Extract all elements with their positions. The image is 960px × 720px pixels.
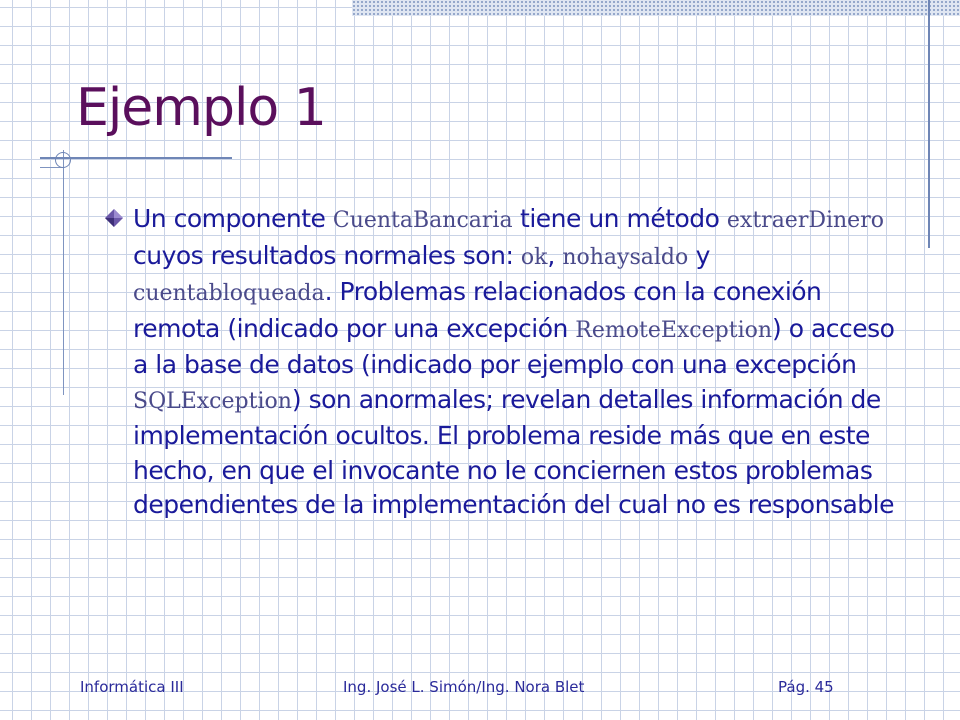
code-term: extraerDinero (726, 208, 884, 233)
right-vertical-rule (928, 0, 930, 248)
text-run: Un componente (133, 204, 333, 233)
text-run: . Problemas relacionados con la conexión remota (indicado por una excepción (133, 277, 822, 343)
code-term: SQLException (133, 388, 292, 414)
code-term: nohaysaldo (562, 244, 689, 270)
slide-title: Ejemplo 1 (76, 78, 326, 138)
code-term: cuentabloqueada (133, 281, 325, 306)
decorative-circle (55, 152, 71, 168)
text-run: ) o acceso a la base de datos (indicado por ejemplo con una excepción (133, 313, 895, 379)
text-run: ) son anormales; revelan detalles información de implementación ocultos. El problema reside más que en este hecho, en que el invocante no le conciernen estos problemas dependientes de la implementación del cual no es responsable (133, 384, 894, 519)
diamond-bullet-icon (104, 208, 124, 228)
code-term: ok (520, 244, 548, 270)
text-run: , (547, 240, 563, 270)
footer-authors: Ing. José L. Simón/Ing. Nora Blet (343, 678, 585, 696)
footer-page-number: Pág. 45 (778, 678, 834, 696)
text-run: y (688, 240, 710, 270)
footer-course: Informática III (80, 678, 184, 696)
text-run: cuyos resultados normales son: (133, 240, 521, 270)
left-vertical-rule (63, 150, 64, 395)
code-term: CuentaBancaria (332, 208, 513, 233)
code-term: RemoteException (575, 317, 773, 343)
text-run: tiene un método (512, 204, 727, 233)
top-dotted-band (352, 0, 960, 16)
bullet-text (133, 202, 913, 523)
